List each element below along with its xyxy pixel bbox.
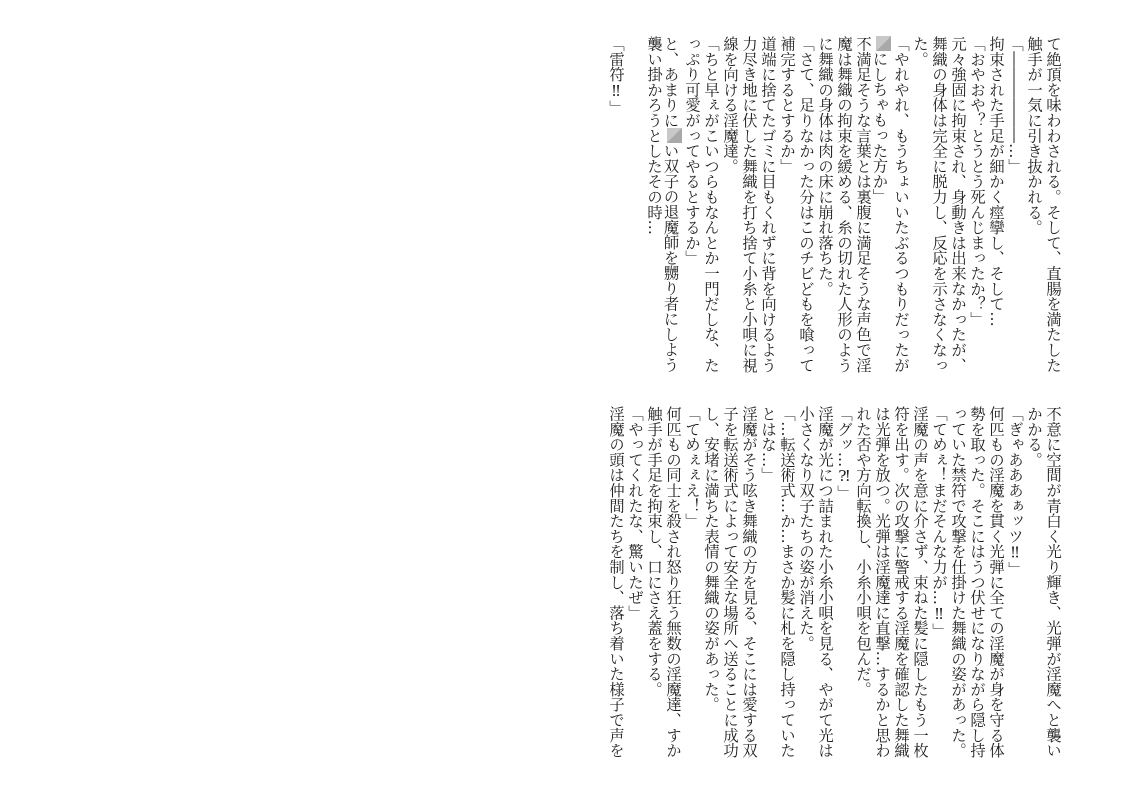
text-line: とはな…」 xyxy=(759,406,777,483)
text-fragment: い双子の退魔師を嬲り者にしよう xyxy=(661,142,680,373)
text-line: 子を転送術式によって安全な場所へ送ることに成功 xyxy=(721,406,739,758)
text-line: て絶頂を味わわされる。そして、直腸を満たした xyxy=(1044,36,1062,373)
right-page-top-block xyxy=(606,36,1062,396)
text-line: 不意に空間が青白く光り輝き、光弾が淫魔へと襲い xyxy=(1044,406,1062,758)
text-line xyxy=(872,36,891,396)
text-line: 符を出す。次の攻撃に警戒する淫魔を確認した舞織 xyxy=(892,406,910,758)
text-line: 線を向ける淫魔達。 xyxy=(721,36,739,174)
text-line: っていた禁符で攻撃を仕掛けた舞織の姿があった。 xyxy=(949,406,967,758)
text-line: 勢を取った。そこにはうつ伏せになりながら隠し持 xyxy=(968,406,986,758)
text-line: 補完するとするか」 xyxy=(778,36,796,174)
text-line: 淫魔の声を意に介さず、束ねた髪に隠したもう一枚 xyxy=(911,406,929,758)
text-line: 道端に捨てたゴミに目もくれずに背を向けるよう xyxy=(759,36,777,373)
text-line: 「ちと早ぇがこいつらもなんとか一門だしな、た xyxy=(702,36,720,373)
text-line: し、安堵に満ちた表情の舞織の姿があった。 xyxy=(702,406,720,712)
text-line: 元々強固に拘束され、身動きは出来なかったが、 xyxy=(949,36,967,373)
text-fragment: と、あまりに xyxy=(661,36,680,128)
text-line: 「――――――…」 xyxy=(1006,36,1024,174)
text-line: 「やれやれ、もうちょいいたぶるつもりだったが xyxy=(892,36,910,373)
text-line: 「てめぇ！まだそんな力が…‼」 xyxy=(930,406,948,639)
right-page-bottom-block xyxy=(606,406,1062,786)
text-line: は光弾を放つ。光弾は淫魔達に直撃…するかと思わ xyxy=(873,406,891,758)
text-line: 魔は舞織の拘束を緩める、糸の切れた人形のよう xyxy=(835,36,853,373)
text-line: 「…転送術式…か…まさか髪に札を隠し持っていた xyxy=(778,406,796,758)
text-line: に舞織の身体は肉の床に崩れ落ちた。 xyxy=(816,36,834,297)
censor-mosaic xyxy=(667,128,682,143)
text-line: 淫魔が光につ詰まれた小糸小唄を見る、やがて光は xyxy=(816,406,834,758)
text-line: た。 xyxy=(911,36,929,67)
text-line: 襲い掛かろうとしたその時… xyxy=(645,36,663,235)
text-line xyxy=(663,36,682,396)
text-line: 「やってくれたな、驚いたぜ」 xyxy=(626,406,644,621)
text-line: 何匹もの同士を殺され怒り狂う無数の淫魔達、すか xyxy=(664,406,682,758)
text-line: 「てめぇぇえ！」 xyxy=(683,406,701,529)
text-line: 「おやおや？とうとう死んじまったか？」 xyxy=(968,36,986,327)
right-page xyxy=(568,0,1136,800)
text-line: 「雷符‼」 xyxy=(607,36,625,116)
text-line: 力尽き地に伏した舞織を打ち捨て小糸と小唄に視 xyxy=(740,36,758,373)
text-line xyxy=(625,36,644,396)
text-line: 小さくなり双子たちの姿が消えた。 xyxy=(797,406,815,651)
text-line: 触手が手足を拘束し、口にさえ蓋をする。 xyxy=(645,406,663,697)
text-line: 「グッ…⁈」 xyxy=(835,406,853,501)
text-line: 触手が一気に引き抜かれる。 xyxy=(1025,36,1043,235)
text-line: 何匹もの淫魔を貫く光弾に全ての淫魔が身を守る体 xyxy=(987,406,1005,758)
text-line: 「さて、足りなかった分はこのチビどもを喰って xyxy=(797,36,815,373)
text-line: 舞織の身体は完全に脱力し、反応を示さなくなっ xyxy=(930,36,948,373)
text-fragment: にしちゃもった方か」 xyxy=(870,51,889,204)
text-line: 淫魔の頭は仲間たちを制し、落ち着いた様子で声を xyxy=(607,406,625,758)
text-line: 拘束された手足が細かく痙攣し、そして… xyxy=(987,36,1005,327)
censor-mosaic xyxy=(876,36,891,51)
text-line: っぷり可愛がってやるとするか」 xyxy=(683,36,701,266)
text-line: 淫魔がそう呟き舞織の方を見る、そこには愛する双 xyxy=(740,406,758,758)
text-line: れた否や方向転換し、小糸小唄を包んだ。 xyxy=(854,406,872,697)
text-line: 不満足そうな言葉とは裏腹に満足そうな声色で淫 xyxy=(854,36,872,373)
text-line: かかる。 xyxy=(1025,406,1043,468)
text-line: 「ぎゃあああぁッツ‼」 xyxy=(1006,406,1024,577)
